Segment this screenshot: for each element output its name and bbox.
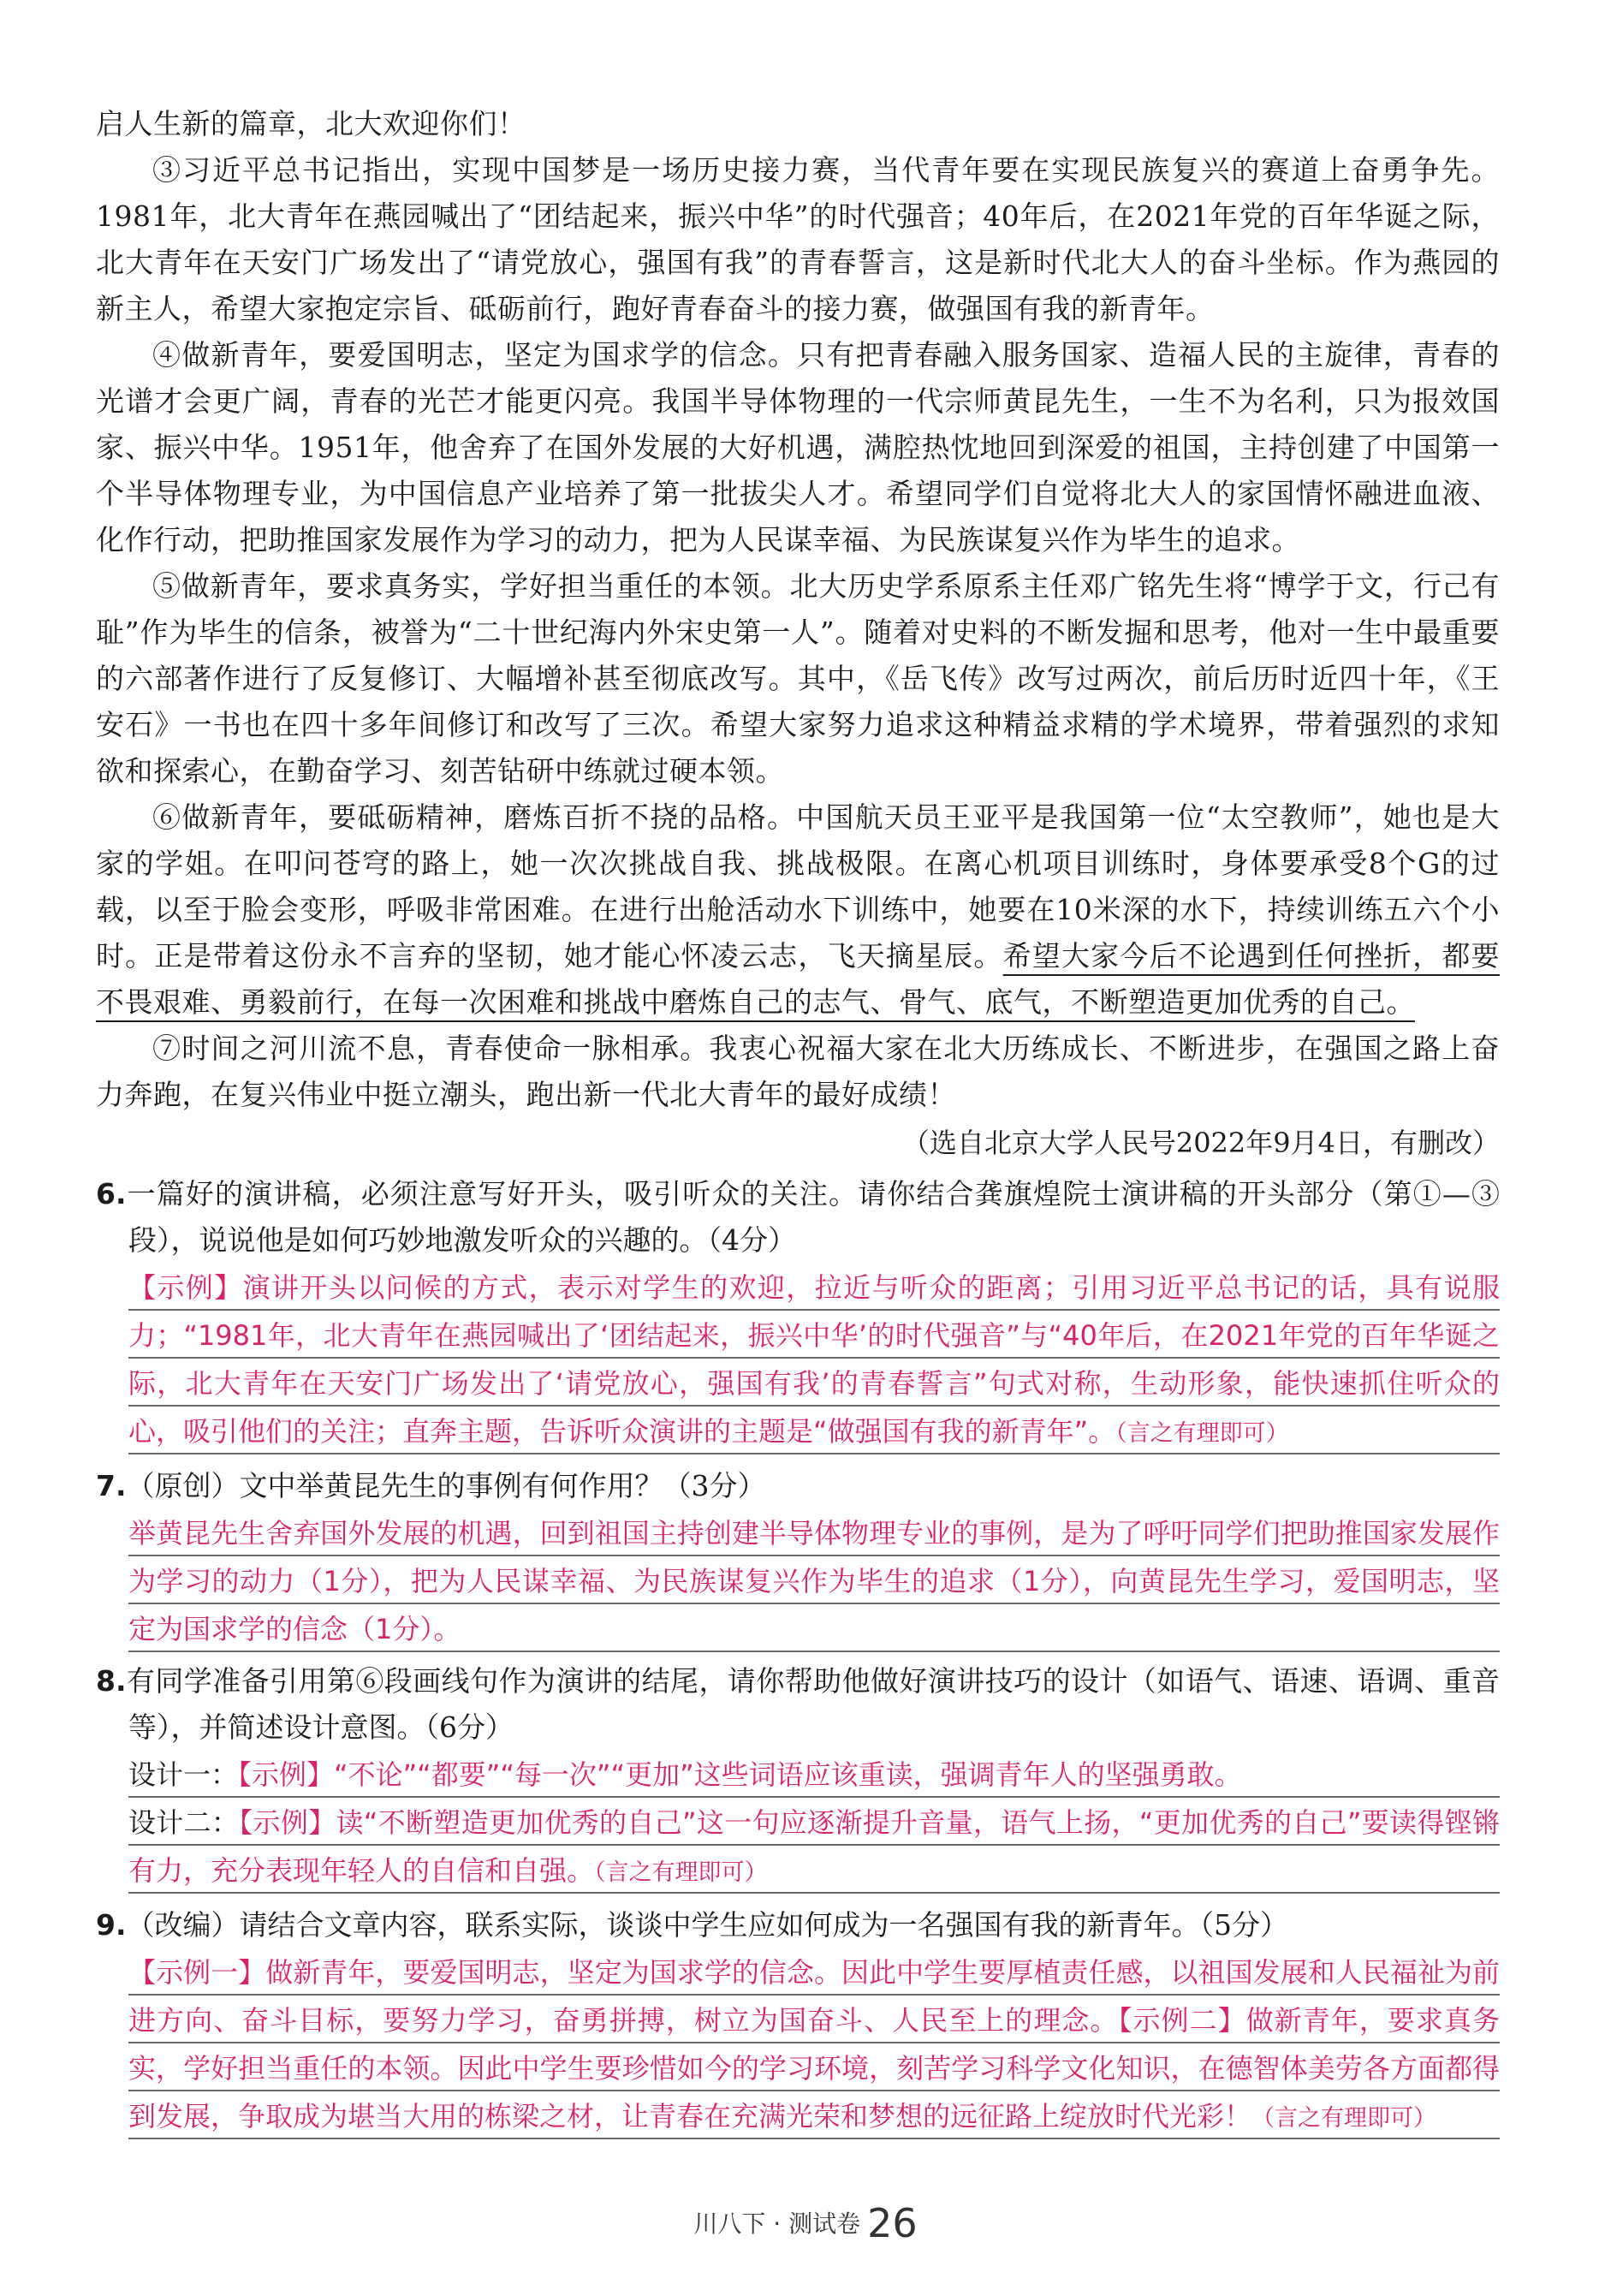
article-paragraph-3: ③习近平总书记指出，实现中国梦是一场历史接力赛，当代青年要在实现民族复兴的赛道上奋勇争先。1981年，北大青年在燕园喊出了“团结起来，振兴中华”的时代强音；40年后，在2021年党的百年华诞之际，北大青年在天安门广场发出了“请党放心，强国有我”的青春誓言，这是新时代北大人的奋斗坐标。作为燕园的新主人，希望大家抱定宗旨、砥砺前行，跑好青春奋斗的接力赛，做强国有我的新青年。	[96, 153, 1500, 325]
page-footer	[0, 2200, 1611, 2246]
question-number: 8.	[96, 1664, 127, 1698]
question-number: 6.	[96, 1177, 127, 1210]
answer-note: （言之有理即可）	[1251, 2105, 1437, 2132]
question-text: 一篇好的演讲稿，必须注意写好开头，吸引听众的关注。请你结合龚旗煌院士演讲稿的开头部分（第①—③段），说说他是如何巧妙地激发听众的兴趣的。（4分）	[126, 1177, 1500, 1257]
design-2-label: 设计二：	[128, 1806, 240, 1839]
question-6	[96, 1171, 1500, 1458]
paragraph-6-text: ⑥做新青年，要砥砺精神，磨炼百折不挠的品格。中国航天员王亚平是我国第一位“太空教师”，她也是大家的学姐。在叩问苍穹的路上，她一次次挑战自我、挑战极限。在离心机项目训练时，身体要承受8个G的过载，以至于脸会变形，呼吸非常困难。在进行出舱活动水下训练中，她要在10米深的水下，持续训练五六个小时。正是带着这份永不言弃的坚韧，她才能心怀凌云志，飞天摘星辰。	[96, 800, 1500, 973]
paragraph-6-underlined-sentence: 希望大家今后不论遇到任何挫折，都要不畏艰难、勇毅前行，在每一次困难和挑战中磨炼自己的志气、骨气、底气，不断塑造更加优秀的自己。	[96, 939, 1501, 1019]
article-paragraph-intro: 启人生新的篇章，北大欢迎你们！	[96, 107, 526, 140]
question-9	[96, 1902, 1500, 2143]
question-7-prompt	[96, 1463, 1500, 1509]
question-8	[96, 1658, 1500, 1897]
answer-note: （言之有理即可）	[594, 1859, 768, 1886]
question-8-design-1	[128, 1751, 1500, 1799]
answer-text: 【示例一】做新青年，要爱国明志，坚定为国求学的信念。因此中学生要厚植责任感，以祖国发展和人民福祉为前进方向、奋斗目标，要努力学习，奋勇拼搏，树立为国奋斗、人民至上的理念。【示例二】做新青年，要求真务实，学好担当重任的本领。因此中学生要珍惜如今的学习环境，刻苦学习科学文化知识，在德智体美劳各方面都得到发展，争取成为堪当大用的栋梁之材，让青春在充满光荣和梦想的远征路上绽放时代光彩！	[128, 1956, 1500, 2132]
exam-page	[96, 101, 1500, 2143]
design-1-answer: 【示例】“不论”“都要”“每一次”“更加”这些词语应该重读，强调青年人的坚强勇敢。	[238, 1758, 1242, 1791]
question-8-prompt	[96, 1658, 1500, 1751]
question-text: （原创）文中举黄昆先生的事例有何作用？（3分）	[126, 1469, 766, 1502]
question-6-prompt	[96, 1171, 1500, 1264]
article-paragraph-6	[96, 794, 1500, 1026]
question-text: （改编）请结合文章内容，联系实际，谈谈中学生应如何成为一名强国有我的新青年。（5分）	[126, 1908, 1288, 1942]
article-source: （选自北京大学人民号2022年9月4日，有删改）	[901, 1127, 1500, 1159]
page-number: 26	[867, 2200, 918, 2246]
answer-note: （言之有理即可）	[1115, 1420, 1289, 1447]
question-text: 有同学准备引用第⑥段画线句作为演讲的结尾，请你帮助他做好演讲技巧的设计（如语气、语速、语调、重音等），并简述设计意图。（6分）	[126, 1664, 1500, 1744]
question-number: 7.	[96, 1469, 127, 1502]
article-paragraph-5: ⑤做新青年，要求真务实，学好担当重任的本领。北大历史学系原系主任邓广铭先生将“博学于文，行己有耻”作为毕生的信条，被誉为“二十世纪海内外宋史第一人”。随着对史料的不断发掘和思考，他对一生中最重要的六部著作进行了反复修订、大幅增补甚至彻底改写。其中，《岳飞传》改写过两次，前后历时近四十年，《王安石》一书也在四十多年间修订和改写了三次。希望大家努力追求这种精益求精的学术境界，带着强烈的求知欲和探索心，在勤奋学习、刻苦钻研中练就过硬本领。	[96, 569, 1500, 788]
design-2-answer: 【示例】读“不断塑造更加优秀的自己”这一句应逐渐提升音量，语气上扬，“更加优秀的自己”要读得铿锵有力，充分表现年轻人的自信和自强。	[128, 1806, 1500, 1887]
answer-text: 【示例】演讲开头以问候的方式，表示对学生的欢迎，拉近与听众的距离；引用习近平总书记的话，具有说服力；“1981年，北大青年在燕园喊出了‘团结起来，振兴中华’的时代强音”与“40年后，在2021年党的百年华诞之际，北大青年在天安门广场发出了‘请党放心，强国有我’的青春誓言”句式对称，生动形象，能快速抓住听众的心，吸引他们的关注；直奔主题，告诉听众演讲的主题是“做强国有我的新青年”。	[128, 1271, 1500, 1448]
article-paragraph-4: ④做新青年，要爱国明志，坚定为国求学的信念。只有把青春融入服务国家、造福人民的主旋律，青春的光谱才会更广阔，青春的光芒才能更闪亮。我国半导体物理的一代宗师黄昆先生，一生不为名利，只为报效国家、振兴中华。1951年，他舍弃了在国外发展的大好机遇，满腔热忱地回到深爱的祖国，主持创建了中国第一个半导体物理专业，为中国信息产业培养了第一批拔尖人才。希望同学们自觉将北大人的家国情怀融进血液、化作行动，把助推国家发展作为学习的动力，把为人民谋幸福、为民族谋复兴作为毕生的追求。	[96, 338, 1500, 556]
question-8-design-2	[128, 1799, 1500, 1897]
question-7	[96, 1463, 1500, 1653]
footer-label: 川八下 · 测试卷	[693, 2210, 861, 2238]
design-1-label: 设计一：	[128, 1758, 239, 1791]
question-7-answer: 举黄昆先生舍弃国外发展的机遇，回到祖国主持创建半导体物理专业的事例，是为了呼吁同学们把助推国家发展作为学习的动力（1分），把为人民谋幸福、为民族谋复兴作为毕生的追求（1分），向黄昆先生学习，爱国明志，坚定为国求学的信念（1分）。	[128, 1509, 1500, 1653]
question-9-answer	[128, 1948, 1500, 2143]
question-9-prompt	[96, 1902, 1500, 1948]
question-number: 9.	[96, 1908, 127, 1942]
article-paragraph-7: ⑦时间之河川流不息，青春使命一脉相承。我衷心祝福大家在北大历练成长、不断进步，在强国之路上奋力奔跑，在复兴伟业中挺立潮头，跑出新一代北大青年的最好成绩！	[96, 1032, 1500, 1111]
question-6-answer	[128, 1264, 1500, 1458]
